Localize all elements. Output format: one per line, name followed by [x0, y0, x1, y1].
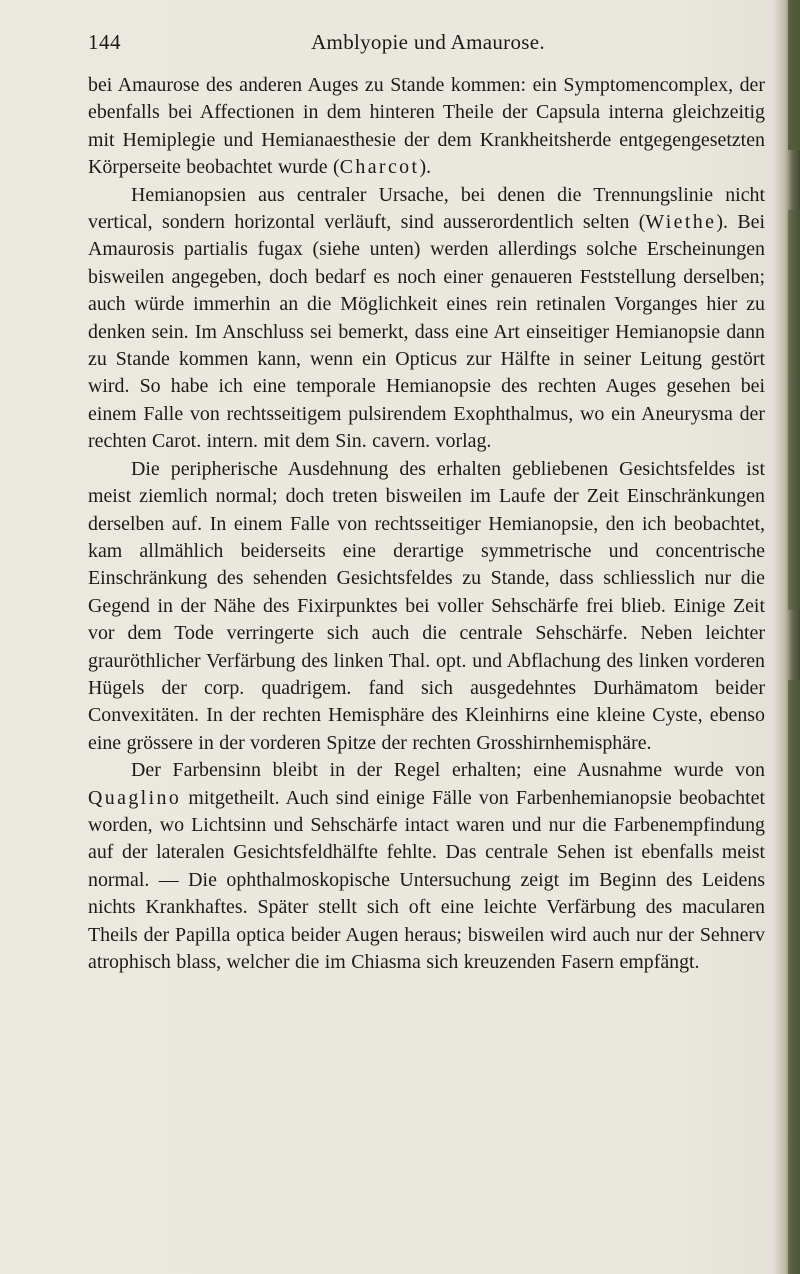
paragraph: [88, 182, 765, 456]
text-run: mitgetheilt. Auch sind einige Fälle von Farbenhemianopsie beobachtet worden, wo Lichtsinn und Sehschärfe intact waren und nur die Farbenempfindung auf der lateralen Gesichtsfeldhälfte fehlte. Das centrale Sehen ist ebenfalls meist normal. — Die ophthalmoskopische Untersuchung zeigt im Beginn des Leidens nichts Krankhaftes. Später stellt sich oft eine leichte Verfärbung des macularen Theils der Papilla optica beider Augen heraus; bisweilen wird auch nur der Sehnerv atrophisch blass, welcher die im Chiasma sich kreuzenden Fasern empfängt.: [88, 786, 765, 973]
text-run: ). Bei Amaurosis partialis fugax (siehe unten) werden allerdings solche Erscheinungen bisweilen angegeben, doch bedarf es noch einer genaueren Feststellung derselben; auch würde immerhin an die Möglichkeit eines rein retinalen Vorganges hier zu denken sein. Im Anschluss sei bemerkt, dass eine Art einseitiger Hemianopsie dann zu Stande kommen kann, wenn ein Opticus zur Hälfte in seiner Leitung gestört wird. So habe ich eine temporale Hemianopsie des rechten Auges gesehen bei einem Falle von rechtsseitigem pulsirendem Exophthalmus, wo ein Aneurysma der rechten Carot. intern. mit dem Sin. cavern. vorlag.: [88, 211, 765, 453]
text-run: ).: [419, 156, 432, 179]
paragraph: [88, 757, 765, 976]
text-run: Hemianopsien aus centraler Ursache, bei denen die Trennungslinie nicht vertical, sondern horizontal verläuft, sind ausserordentlich selten (: [88, 183, 765, 234]
page-edge-band: [788, 210, 800, 610]
page-edge-band: [788, 680, 800, 1274]
text-run: bei Amaurose des anderen Auges zu Stande kommen: ein Symptomencomplex, der ebenfalls bei Affectionen in dem hinteren Theile der Capsula interna gleichzeitig mit Hemiplegie und Hemianaesthesie der dem Krankheitsherde entgegengesetzten Körperseite beobachtet wurde (: [88, 74, 765, 179]
running-head: Amblyopie und Amaurose.: [311, 30, 545, 54]
paragraph: [88, 72, 765, 182]
page-number: 144: [88, 30, 121, 54]
text-run: Die peripherische Ausdehnung des erhalten gebliebenen Gesichtsfeldes ist meist ziemlich normal; doch treten bisweilen im Laufe der Zeit Einschränkungen derselben auf. In einem Falle von rechtsseitiger Hemianopsie, den ich beobachtet, kam allmählich beiderseits eine derartige symmetrische und concentrische Einschränkung des sehenden Gesichtsfeldes zu Stande, dass schliesslich nur die Gegend in der Nähe des Fixirpunktes bei voller Sehschärfe frei blieb. Einige Zeit vor dem Tode verringerte sich auch die centrale Sehschärfe. Neben leichter grauröthlicher Verfärbung des linken Thal. opt. und Abflachung des linken vorderen Hügels der corp. quadrigem. fand sich ausgedehntes Durhämatom beider Convexitäten. In der rechten Hemisphäre des Kleinhirns eine kleine Cyste, ebenso eine grössere in der vorderen Spitze der rechten Grosshirnhemisphäre.: [88, 457, 765, 754]
page-header: [88, 30, 768, 60]
text-run: Der Farbensinn bleibt in der Regel erhalten; eine Ausnahme wurde von: [131, 759, 765, 782]
page-edge-shadow: [774, 0, 800, 1274]
author-name: Charcot: [339, 156, 420, 179]
page-edge-band: [788, 0, 800, 150]
paragraph: [88, 456, 765, 757]
author-name: Quaglino: [88, 786, 182, 809]
body-text: [88, 72, 765, 976]
author-name: Wiethe: [645, 211, 717, 234]
